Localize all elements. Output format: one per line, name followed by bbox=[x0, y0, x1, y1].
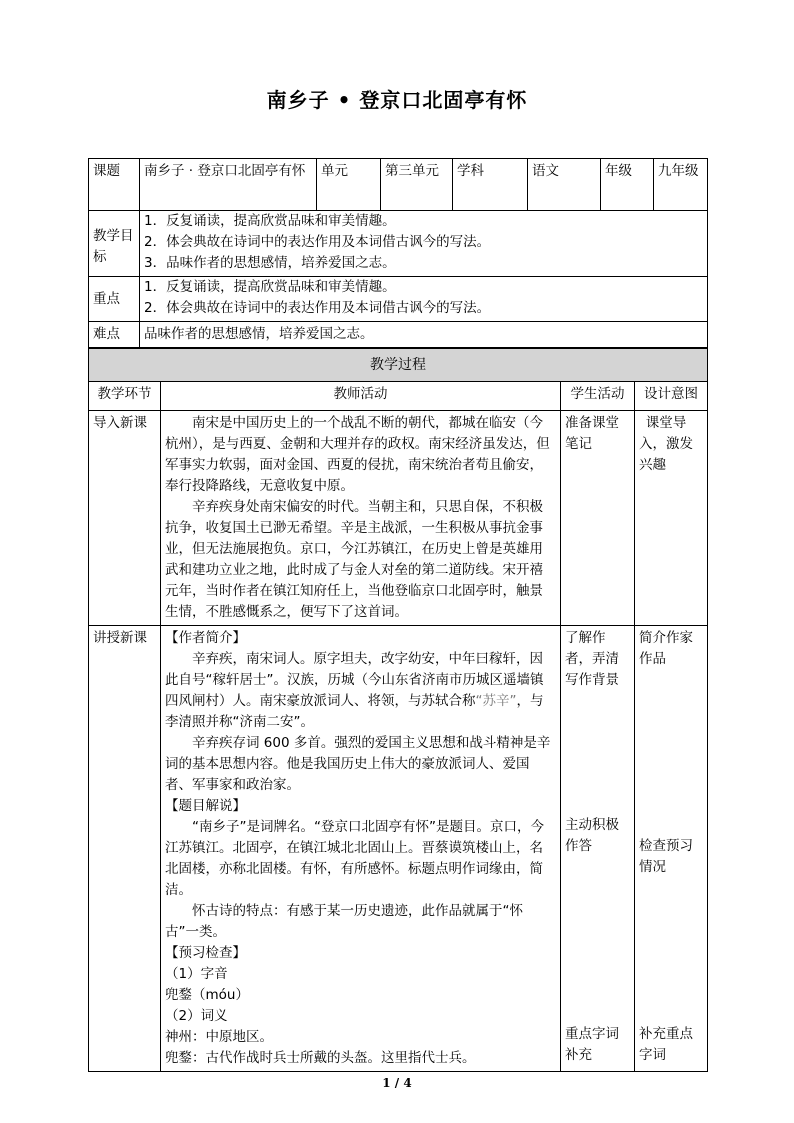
student-activity-3: 重点字词补充 bbox=[565, 1026, 619, 1063]
lecture-design bbox=[635, 626, 708, 1072]
topic-value: 南乡子 · 登京口北固亭有怀 bbox=[140, 159, 317, 211]
author-heading: 【作者简介】 bbox=[165, 630, 246, 646]
title-paragraph: 怀古诗的特点：有感于某一历史遗迹，此作品就属于“怀古”一类。 bbox=[165, 903, 523, 940]
intro-stage: 导入新课 bbox=[89, 411, 161, 626]
intro-paragraph: 南宋是中国历史上的一个战乱不断的朝代，都城在临安（今杭州），是与西夏、金朝和大理并存的政权。南宋经济虽发达，但军事实力软弱，面对金国、西夏的侵扰，南宋统治者苟且偷安，奉行投降路线，无意收复中原。 bbox=[165, 415, 550, 494]
lecture-stage: 讲授新课 bbox=[89, 626, 161, 1072]
author-paragraph: 辛弃疾，南宋词人。原字坦夫，改字幼安，中年曰稼轩，因此自号“稼轩居士”。汉族，历城（今山东省济南市历城区遥墙镇四风闸村）人。南宋豪放派词人、将领，与苏轼合称“苏辛”，与李清照并称“济南二安”。 bbox=[165, 651, 544, 730]
su-xin-quote: “苏辛” bbox=[475, 693, 517, 709]
page-number: 1 / 4 bbox=[382, 1076, 412, 1090]
unit-value: 第三单元 bbox=[381, 159, 453, 211]
key-points-list bbox=[140, 277, 708, 322]
difficulty-label: 难点 bbox=[89, 322, 140, 348]
design-intent-2: 检查预习情况 bbox=[639, 838, 693, 875]
preview-line: （2）词义 bbox=[165, 1008, 228, 1024]
key-points-label: 重点 bbox=[89, 277, 140, 322]
preview-heading: 【预习检查】 bbox=[165, 945, 246, 961]
preview-line: 神州：中原地区。 bbox=[165, 1029, 273, 1045]
page-title: 南乡子 • 登京口北固亭有怀 bbox=[266, 88, 528, 112]
preview-line: 兜鍪：古代作战时兵士所戴的头盔。这里指代士兵。 bbox=[165, 1050, 476, 1066]
intro-teacher bbox=[161, 411, 561, 626]
title-heading: 【题目解说】 bbox=[165, 798, 246, 814]
col-teacher-header: 教师活动 bbox=[161, 382, 561, 411]
objective-item: 3．品味作者的思想感情，培养爱国之志。 bbox=[144, 255, 396, 271]
col-stage-header: 教学环节 bbox=[89, 382, 161, 411]
author-paragraph: 辛弃疾存词 600 多首。强烈的爱国主义思想和战斗精神是辛词的基本思想内容。他是我国历史上伟大的豪放派词人、爱国者、军事家和政治家。 bbox=[165, 735, 551, 793]
objectives-label: 教学目标 bbox=[89, 211, 140, 277]
course-info-table bbox=[88, 158, 708, 348]
design-intent-3: 补充重点字词 bbox=[639, 1026, 693, 1063]
process-table bbox=[88, 348, 708, 1072]
objectives-list bbox=[140, 211, 708, 277]
topic-label: 课题 bbox=[89, 159, 140, 211]
preview-line: （1）字音 bbox=[165, 966, 228, 982]
student-activity-2: 主动积极作答 bbox=[565, 817, 619, 854]
lecture-student bbox=[561, 626, 635, 1072]
unit-label: 单元 bbox=[317, 159, 381, 211]
intro-design: 课堂导入，激发兴趣 bbox=[635, 411, 708, 626]
grade-value: 九年级 bbox=[654, 159, 708, 211]
process-band: 教学过程 bbox=[89, 349, 708, 382]
subject-value: 语文 bbox=[528, 159, 601, 211]
objective-item: 1．反复诵读，提高欣赏品味和审美情趣。 bbox=[144, 213, 396, 229]
difficulty-text: 品味作者的思想感情，培养爱国之志。 bbox=[140, 322, 708, 348]
col-design-header: 设计意图 bbox=[635, 382, 708, 411]
grade-label: 年级 bbox=[601, 159, 654, 211]
preview-line: 兜鍪（móu） bbox=[165, 987, 249, 1003]
intro-paragraph: 辛弃疾身处南宋偏安的时代。当朝主和，只思自保，不积极抗争，收复国土已渺无希望。辛是主战派，一生积极从事抗金事业，但无法施展抱负。京口，今江苏镇江，在历史上曾是英雄用武和建功立业之地，此时成了与金人对垒的第二道防线。宋开禧元年，当时作者在镇江知府任上，当他登临京口北固亭时，触景生情，不胜感慨系之，便写下了这首词。 bbox=[165, 499, 543, 620]
subject-label: 学科 bbox=[453, 159, 528, 211]
col-student-header: 学生活动 bbox=[561, 382, 635, 411]
student-activity-1: 了解作者，弄清写作背景 bbox=[565, 630, 619, 688]
key-point-item: 1．反复诵读，提高欣赏品味和审美情趣。 bbox=[144, 279, 396, 295]
objective-item: 2．体会典故在诗词中的表达作用及本词借古讽今的写法。 bbox=[144, 234, 491, 250]
intro-student: 准备课堂笔记 bbox=[561, 411, 635, 626]
key-point-item: 2．体会典故在诗词中的表达作用及本词借古讽今的写法。 bbox=[144, 300, 491, 316]
title-paragraph: “南乡子”是词牌名。“登京口北固亭有怀”是题目。京口，今江苏镇江。北固亭，在镇江城北北固山上。晋蔡谟筑楼山上，名北固楼，亦称北固楼。有怀，有所感怀。标题点明作词缘由，简洁。 bbox=[165, 819, 544, 898]
lecture-teacher bbox=[161, 626, 561, 1072]
design-intent-1: 简介作家作品 bbox=[639, 630, 693, 667]
